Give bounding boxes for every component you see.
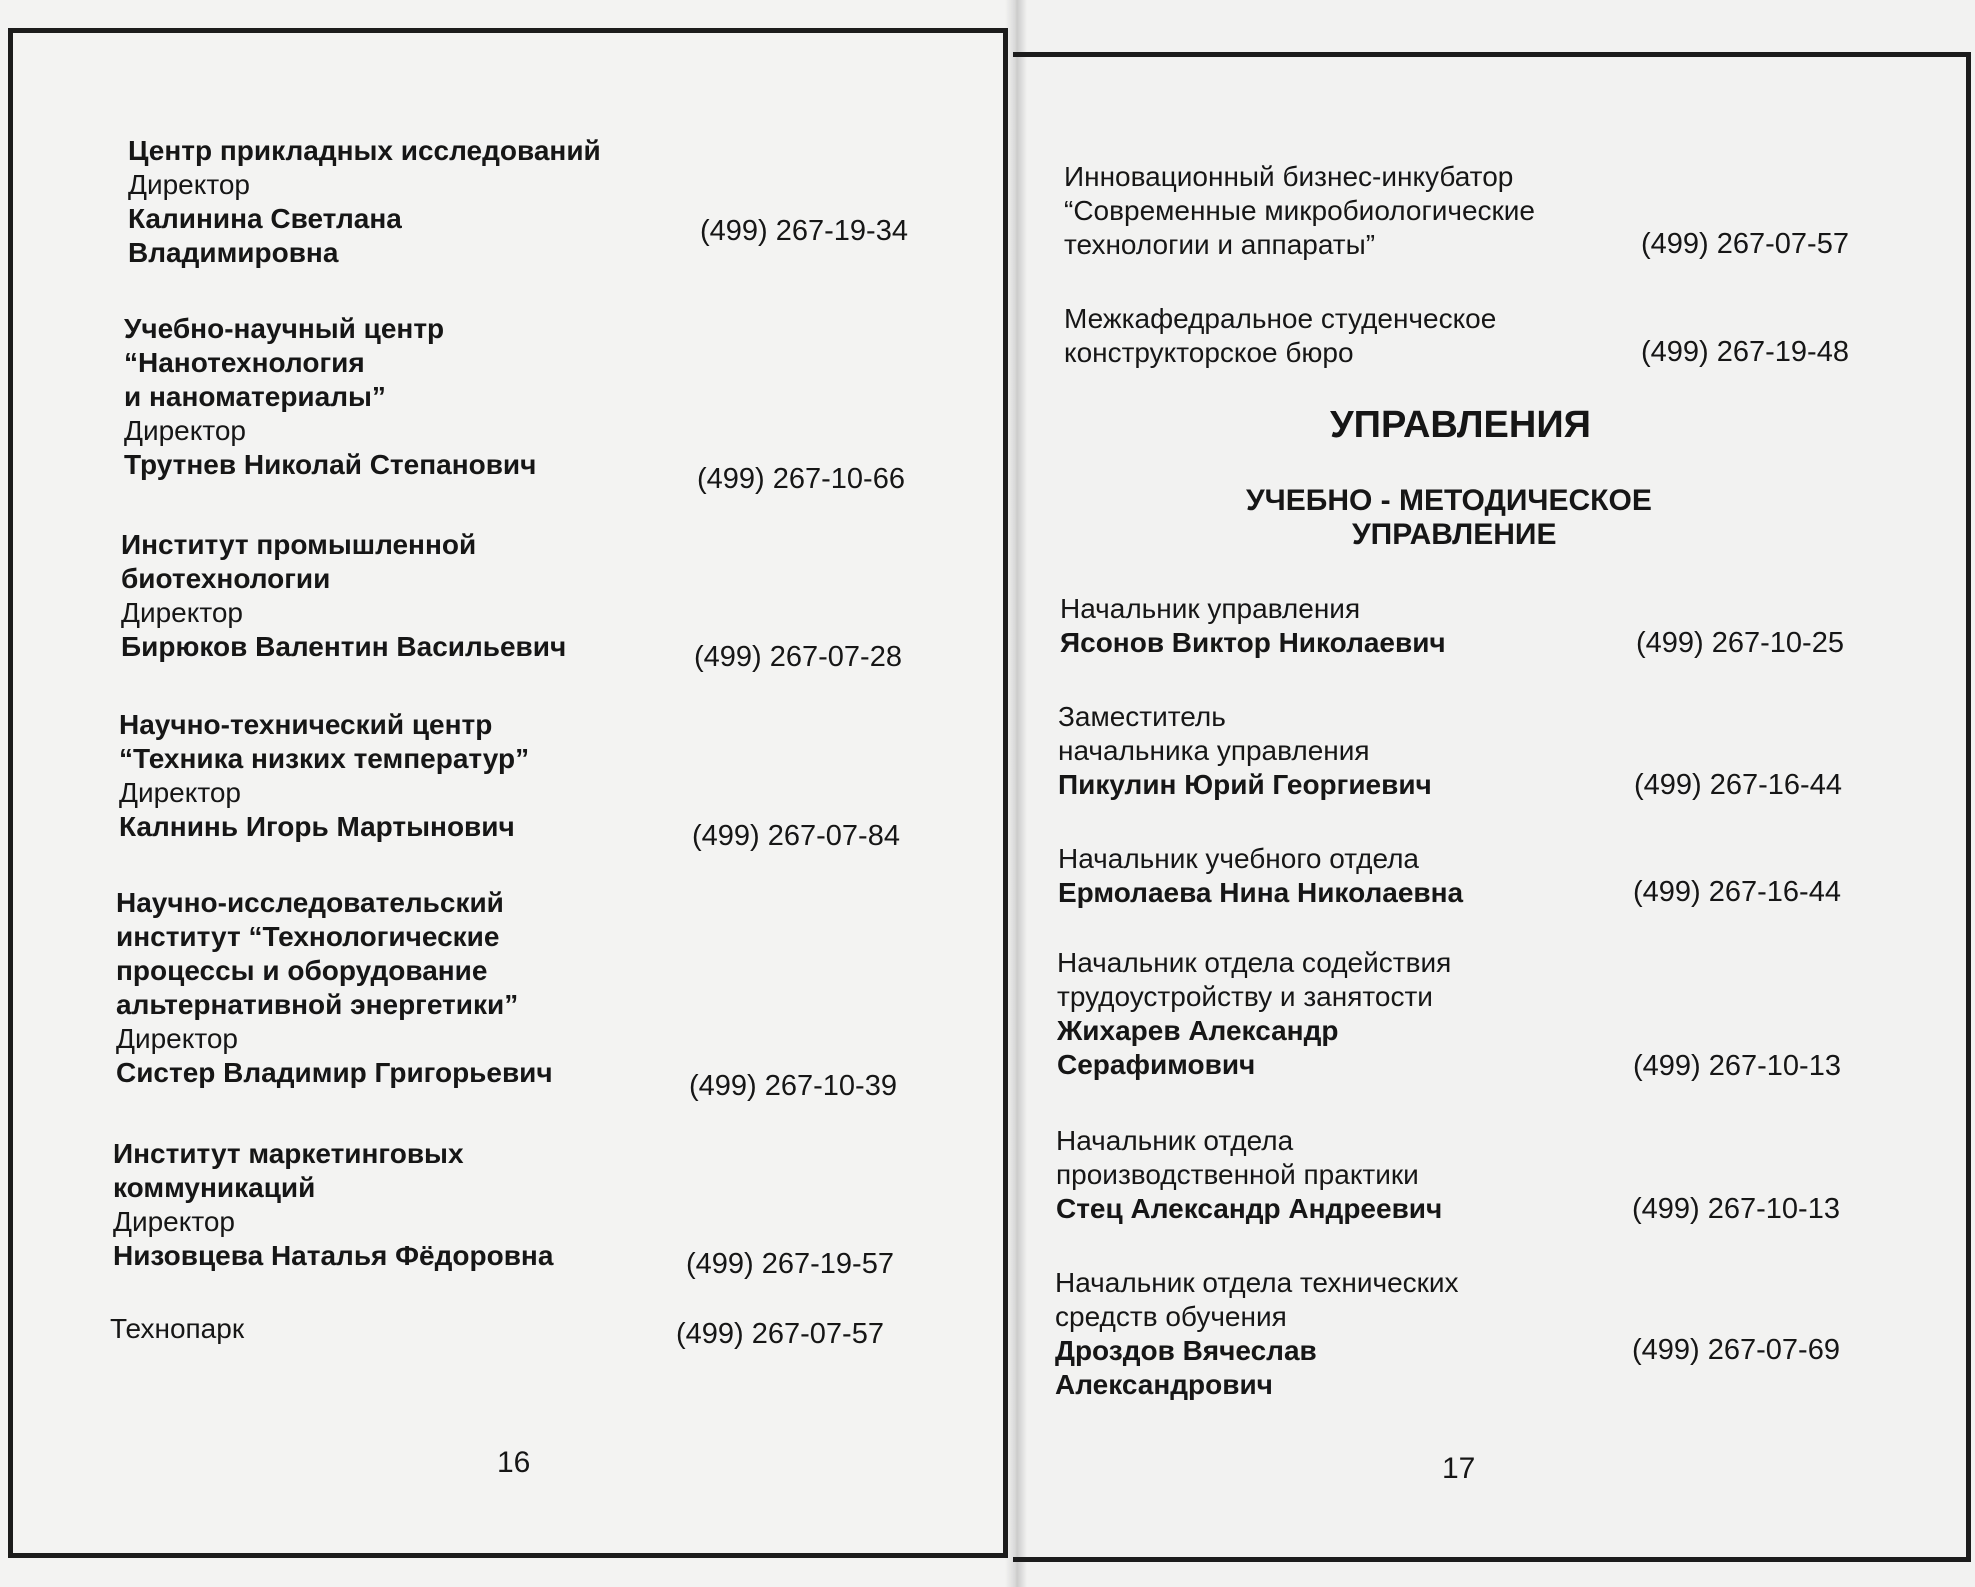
job-title: Директор [128,169,250,200]
entry-applied-research-center [128,134,601,270]
staff-deputy-head [1058,700,1432,802]
entry-low-temperature-center [119,708,529,844]
job-title: Директор [121,597,243,628]
org-name-cont: технологии и аппараты” [1064,229,1376,260]
person-name: Жихарев Александр [1057,1015,1339,1046]
person-name: Дроздов Вячеслав [1055,1335,1317,1366]
phone-number: (499) 267-10-39 [689,1070,897,1102]
phone-number: (499) 267-07-69 [1632,1334,1840,1366]
person-name: Низовцева Наталья Фёдоровна [113,1240,554,1271]
entry-alternative-energy-institute [116,886,553,1090]
person-name-cont: Владимировна [128,237,339,268]
person-name: Стец Александр Андреевич [1056,1193,1443,1224]
job-title: Начальник отдела содействия [1057,947,1452,978]
entry-student-design-bureau [1064,302,1496,370]
job-title-cont: трудоустройству и занятости [1057,981,1433,1012]
phone-number: (499) 267-19-57 [686,1248,894,1280]
phone-number: (499) 267-10-13 [1633,1050,1841,1082]
phone-number: (499) 267-19-34 [700,215,908,247]
staff-head-of-practice [1056,1124,1442,1226]
person-name-cont: Александрович [1055,1369,1273,1400]
phone-number: (499) 267-07-84 [692,820,900,852]
org-name: Технопарк [110,1313,245,1344]
job-title: Директор [124,415,246,446]
job-title: Заместитель [1058,701,1226,732]
job-title: Начальник отдела [1056,1125,1294,1156]
job-title-cont: производственной практики [1056,1159,1419,1190]
entry-marketing-institute [113,1137,553,1273]
phone-number: (499) 267-10-66 [697,463,905,495]
phone-number: (499) 267-07-57 [676,1318,884,1350]
org-name: Инновационный бизнес-инкубатор [1064,161,1514,192]
page-number-left: 16 [497,1446,531,1479]
job-title: Начальник отдела технических [1055,1267,1459,1298]
job-title-cont: начальника управления [1058,735,1370,766]
subsection-heading: УЧЕБНО - МЕТОДИЧЕСКОЕ [1246,484,1652,517]
org-name-cont: институт “Технологические [116,921,500,952]
phone-number: (499) 267-16-44 [1634,769,1842,801]
job-title: Директор [116,1023,238,1054]
job-title: Директор [119,777,241,808]
entry-technopark [110,1312,244,1346]
job-title: Директор [113,1206,235,1237]
staff-head-of-department [1060,592,1446,660]
staff-head-of-technical-aids [1055,1266,1459,1402]
entry-biotech-institute [121,528,566,664]
org-name: Институт маркетинговых [113,1138,464,1169]
org-name: Центр прикладных исследований [128,135,601,166]
org-name-cont: конструкторское бюро [1064,337,1354,368]
entry-nanotech-center [124,312,536,482]
person-name: Ермолаева Нина Николаевна [1058,877,1464,908]
phone-number: (499) 267-16-44 [1633,876,1841,908]
org-name-cont: альтернативной энергетики” [116,989,519,1020]
section-heading: УПРАВЛЕНИЯ [1330,404,1591,446]
phone-number: (499) 267-19-48 [1641,336,1849,368]
person-name: Калнинь Игорь Мартынович [119,811,515,842]
person-name: Пикулин Юрий Георгиевич [1058,769,1432,800]
phone-number: (499) 267-07-57 [1641,228,1849,260]
person-name: Бирюков Валентин Васильевич [121,631,567,662]
staff-head-of-employment [1057,946,1451,1082]
page-number-right: 17 [1442,1452,1476,1485]
person-name: Калинина Светлана [128,203,402,234]
org-name: Институт промышленной [121,529,477,560]
org-name-cont: и наноматериалы” [124,381,386,412]
org-name: Научно-исследовательский [116,887,504,918]
person-name: Ясонов Виктор Николаевич [1060,627,1446,658]
org-name-cont: биотехнологии [121,563,331,594]
entry-business-incubator [1064,160,1535,262]
org-name-cont: коммуникаций [113,1172,316,1203]
org-name: Межкафедральное студенческое [1064,303,1497,334]
org-name: Учебно-научный центр [124,313,445,344]
phone-number: (499) 267-07-28 [694,641,902,673]
job-title-cont: средств обучения [1055,1301,1287,1332]
phone-number: (499) 267-10-25 [1636,627,1844,659]
person-name-cont: Серафимович [1057,1049,1256,1080]
subsection-heading-cont: УПРАВЛЕНИЕ [1352,518,1557,551]
org-name-cont: “Нанотехнология [124,347,365,378]
staff-head-of-education [1058,842,1463,910]
job-title: Начальник управления [1060,593,1361,624]
org-name-cont: “Техника низких температур” [119,743,530,774]
org-name-cont: “Современные микробиологические [1064,195,1535,226]
org-name-cont: процессы и оборудование [116,955,488,986]
org-name: Научно-технический центр [119,709,493,740]
job-title: Начальник учебного отдела [1058,843,1420,874]
person-name: Трутнев Николай Степанович [124,449,537,480]
phone-number: (499) 267-10-13 [1632,1193,1840,1225]
person-name: Систер Владимир Григорьевич [116,1057,553,1088]
